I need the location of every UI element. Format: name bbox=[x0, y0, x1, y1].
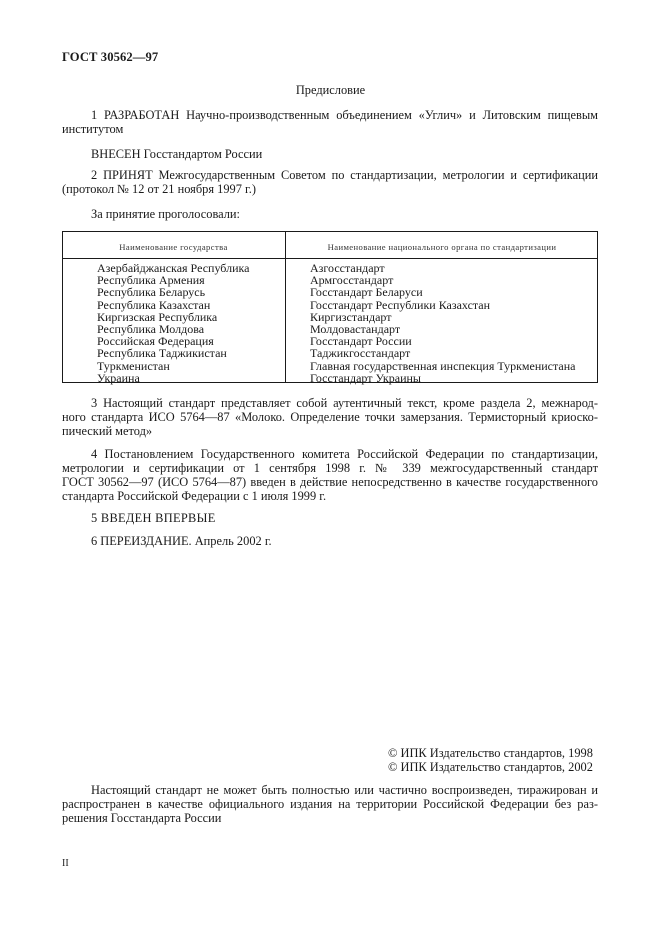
table-cell-body: Азгосстандарт bbox=[310, 261, 385, 275]
table-cell-body: Молдовастандарт bbox=[310, 321, 401, 336]
table-cell-body: Госстандарт России bbox=[310, 334, 412, 349]
paragraph-1b: ВНЕСЕН Госстандартом России bbox=[91, 147, 263, 161]
page-number: II bbox=[62, 858, 69, 869]
table-cell-state: Республика Армения bbox=[97, 273, 205, 288]
table-cell-body: Госстандарт Республики Казахстан bbox=[310, 297, 491, 312]
paragraph-3-line-2: ного стандарта ИСО 5764—87 «Молоко. Определение точки замерзания. Термисторный криоско- bbox=[62, 410, 598, 424]
paragraph-3-line-3: пический метод» bbox=[62, 424, 153, 438]
table-cell-body: Армгосстандарт bbox=[310, 273, 394, 288]
table-cell-state: Республика Молдова bbox=[97, 321, 205, 336]
table-cell-state: Азербайджанская Республика bbox=[97, 261, 250, 275]
paragraph-6: 6 ПЕРЕИЗДАНИЕ. Апрель 2002 г. bbox=[91, 534, 272, 548]
table-cell-state: Республика Таджикистан bbox=[97, 346, 227, 361]
table-cell-body: Госстандарт Украины bbox=[310, 370, 421, 385]
copyright-block bbox=[388, 746, 593, 774]
table-column-bodies bbox=[310, 262, 575, 384]
table-cell-state: Украина bbox=[97, 370, 140, 385]
section-title: Предисловие bbox=[295, 83, 366, 97]
table-cell-state: Киргизская Республика bbox=[97, 309, 218, 324]
paragraph-2-line-2: (протокол № 12 от 21 ноября 1997 г.) bbox=[62, 182, 256, 196]
table-cell-body: Главная государственная инспекция Туркменистана bbox=[310, 358, 576, 373]
paragraph-1-line-2: институтом bbox=[62, 122, 124, 136]
paragraph-1-line-1: 1 РАЗРАБОТАН Научно-производственным объединением «Углич» и Литовским пищевым bbox=[91, 108, 598, 122]
paragraph-3-line-1: 3 Настоящий стандарт представляет собой аутентичный текст, кроме раздела 2, межнарод- bbox=[91, 396, 598, 410]
table-cell-body: Таджикгосстандарт bbox=[310, 346, 411, 361]
document-code: ГОСТ 30562—97 bbox=[62, 50, 159, 64]
table-column-states bbox=[97, 262, 249, 384]
table-header-divider bbox=[62, 258, 598, 259]
paragraph-4-line-2: метрологии и сертификации от 1 сентября 1998 г. № 339 межгосударственный стандарт bbox=[62, 461, 598, 475]
paragraph-4-line-1: 4 Постановлением Государственного комитета Российской Федерации по стандартизации, bbox=[91, 447, 598, 461]
paragraph-2b: За принятие проголосовали: bbox=[91, 207, 240, 221]
table-header-state: Наименование государства bbox=[119, 242, 228, 252]
table-cell-body: Киргизстандарт bbox=[310, 309, 392, 324]
paragraph-4-line-4: стандарта Российской Федерации с 1 июля 1999 г. bbox=[62, 489, 327, 503]
paragraph-5: 5 ВВЕДЕН ВПЕРВЫЕ bbox=[91, 511, 216, 525]
notice-line-3: решения Госстандарта России bbox=[62, 811, 222, 825]
table-cell-state: Российская Федерация bbox=[97, 334, 214, 349]
paragraph-2-line-1: 2 ПРИНЯТ Межгосударственным Советом по стандартизации, метрологии и сертификации bbox=[91, 168, 598, 182]
table-header-body: Наименование национального органа по стандартизации bbox=[327, 242, 557, 252]
copyright-line: © ИПК Издательство стандартов, 2002 bbox=[388, 760, 593, 774]
notice-line-2: распространен в качестве официального издания на территории Российской Федерации без раз- bbox=[62, 797, 598, 811]
table-cell-state: Республика Беларусь bbox=[97, 285, 206, 300]
table-cell-body: Госстандарт Беларуси bbox=[310, 285, 423, 300]
notice-line-1: Настоящий стандарт не может быть полностью или частично воспроизведен, тиражирован и bbox=[91, 783, 598, 797]
table-cell-state: Республика Казахстан bbox=[97, 297, 211, 312]
copyright-line: © ИПК Издательство стандартов, 1998 bbox=[388, 746, 593, 760]
table-cell-state: Туркменистан bbox=[97, 358, 170, 373]
paragraph-4-line-3: ГОСТ 30562—97 (ИСО 5764—87) введен в действие непосредственно в качестве государственного bbox=[62, 475, 598, 489]
